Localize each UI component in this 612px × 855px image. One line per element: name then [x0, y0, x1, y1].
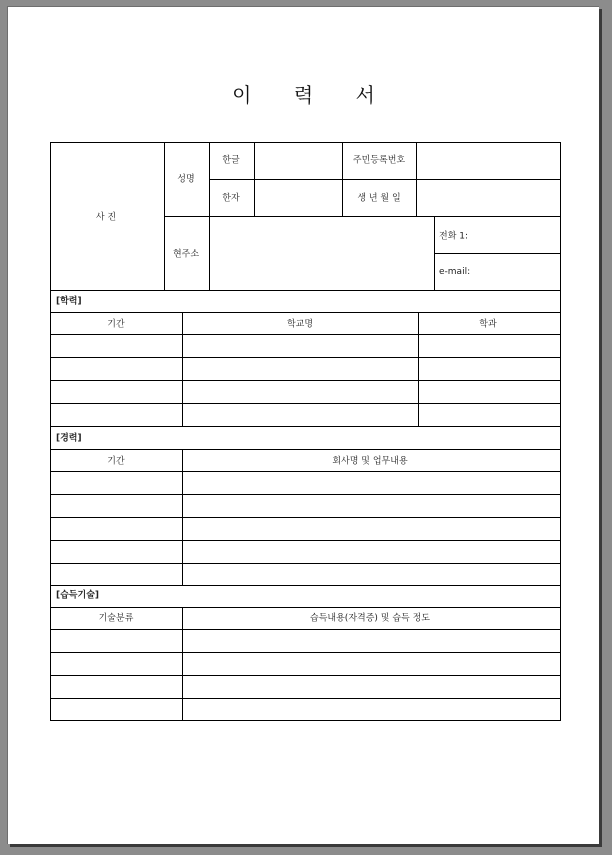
table-rule [50, 403, 561, 404]
address-label: 현주소 [172, 249, 200, 260]
table-rule [50, 585, 561, 586]
skills-section-title: [습득기술] [56, 590, 100, 601]
hanja-label: 한자 [222, 193, 240, 204]
table-rule [50, 142, 51, 721]
table-rule [50, 449, 561, 450]
birth-date-label: 생 년 월 일 [357, 193, 401, 204]
education-section-title: [학력] [56, 296, 82, 307]
table-rule [182, 449, 183, 586]
table-rule [50, 380, 561, 381]
career-header-company: 회사명 및 업무내용 [332, 456, 408, 467]
education-header-major: 학과 [479, 319, 497, 330]
skills-header-category: 기술분류 [98, 613, 134, 624]
resident-number-label: 주민등록번호 [352, 155, 406, 166]
table-rule [164, 216, 561, 217]
document-title: 이 력 서 [232, 83, 393, 107]
table-rule [50, 629, 561, 630]
table-rule [50, 720, 561, 721]
table-rule [50, 607, 561, 608]
table-rule [50, 540, 561, 541]
table-rule [418, 312, 419, 427]
table-rule [560, 142, 561, 721]
table-rule [50, 471, 561, 472]
table-rule [209, 179, 561, 180]
table-rule [50, 334, 561, 335]
table-rule [50, 494, 561, 495]
table-rule [50, 517, 561, 518]
table-rule [182, 607, 183, 721]
table-rule [434, 253, 561, 254]
education-header-school: 학교명 [286, 319, 314, 330]
hangul-label: 한글 [222, 155, 240, 166]
photo-label: 사 진 [95, 212, 117, 223]
career-header-period: 기간 [107, 456, 125, 467]
resume-page [7, 6, 599, 844]
table-rule [50, 142, 561, 143]
email-label: e-mail: [439, 267, 471, 277]
table-rule [50, 312, 561, 313]
table-rule [50, 698, 561, 699]
table-rule [50, 290, 561, 291]
table-rule [182, 312, 183, 427]
skills-header-detail: 습득내용(자격증) 및 습득 정도 [310, 613, 430, 624]
education-header-period: 기간 [107, 319, 125, 330]
career-section-title: [경력] [56, 433, 82, 444]
name-label: 성명 [177, 174, 195, 185]
phone-label: 전화 1: [439, 231, 469, 242]
table-rule [50, 357, 561, 358]
table-rule [50, 563, 561, 564]
table-rule [50, 426, 561, 427]
table-rule [50, 652, 561, 653]
table-rule [50, 675, 561, 676]
